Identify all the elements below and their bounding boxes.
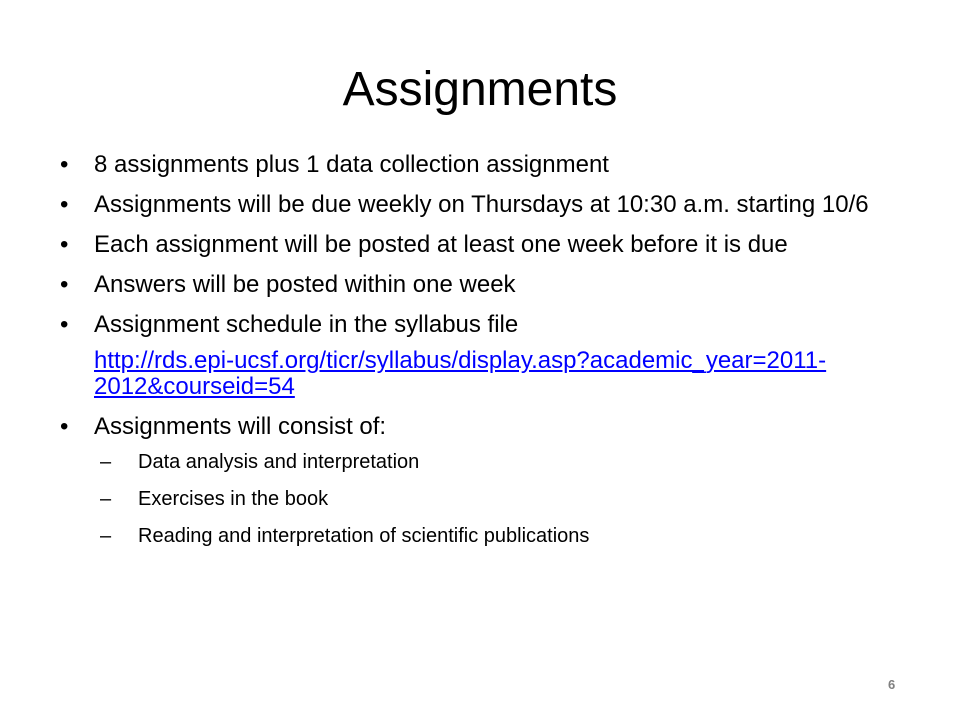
- bullet-icon: •: [60, 191, 69, 218]
- bullet-icon: •: [60, 271, 69, 298]
- sub-bullet-text: Exercises in the book: [138, 488, 329, 510]
- bullet-item: [60, 192, 910, 218]
- bullet-item: [60, 312, 910, 338]
- sub-bullet-item: [60, 524, 910, 548]
- bullet-icon: •: [60, 413, 69, 440]
- bullet-item: [60, 232, 910, 258]
- bullet-text: Each assignment will be posted at least one week before it is due: [94, 231, 788, 258]
- syllabus-link[interactable]: http://rds.epi-ucsf.org/ticr/syllabus/display.asp?academic_year=2011-2012&courseid=54: [94, 347, 827, 400]
- bullet-item: [60, 152, 910, 178]
- sub-bullet-text: Data analysis and interpretation: [138, 451, 420, 473]
- slide-body: [60, 152, 910, 561]
- bullet-item: [60, 414, 910, 440]
- dash-icon: –: [100, 451, 112, 473]
- sub-bullet-text: Reading and interpretation of scientific publications: [138, 525, 590, 547]
- bullet-icon: •: [60, 231, 69, 258]
- dash-icon: –: [100, 488, 112, 510]
- slide-number: 6: [888, 677, 896, 692]
- sub-list: [60, 450, 910, 548]
- sub-bullet-item: [60, 487, 910, 511]
- slide-title: Assignments: [342, 63, 618, 116]
- bullet-text: Answers will be posted within one week: [94, 271, 516, 298]
- bullet-icon: •: [60, 151, 69, 178]
- sub-bullet-item: [60, 450, 910, 474]
- bullet-text: Assignments will consist of:: [94, 413, 387, 440]
- bullet-item: [60, 272, 910, 298]
- bullet-text: Assignments will be due weekly on Thursdays at 10:30 a.m. starting 10/6: [94, 191, 869, 218]
- bullet-text: 8 assignments plus 1 data collection assignment: [94, 151, 609, 178]
- bullet-icon: •: [60, 311, 69, 338]
- dash-icon: –: [100, 525, 112, 547]
- bullet-text: Assignment schedule in the syllabus file: [94, 311, 519, 338]
- syllabus-link-paragraph: [60, 348, 910, 400]
